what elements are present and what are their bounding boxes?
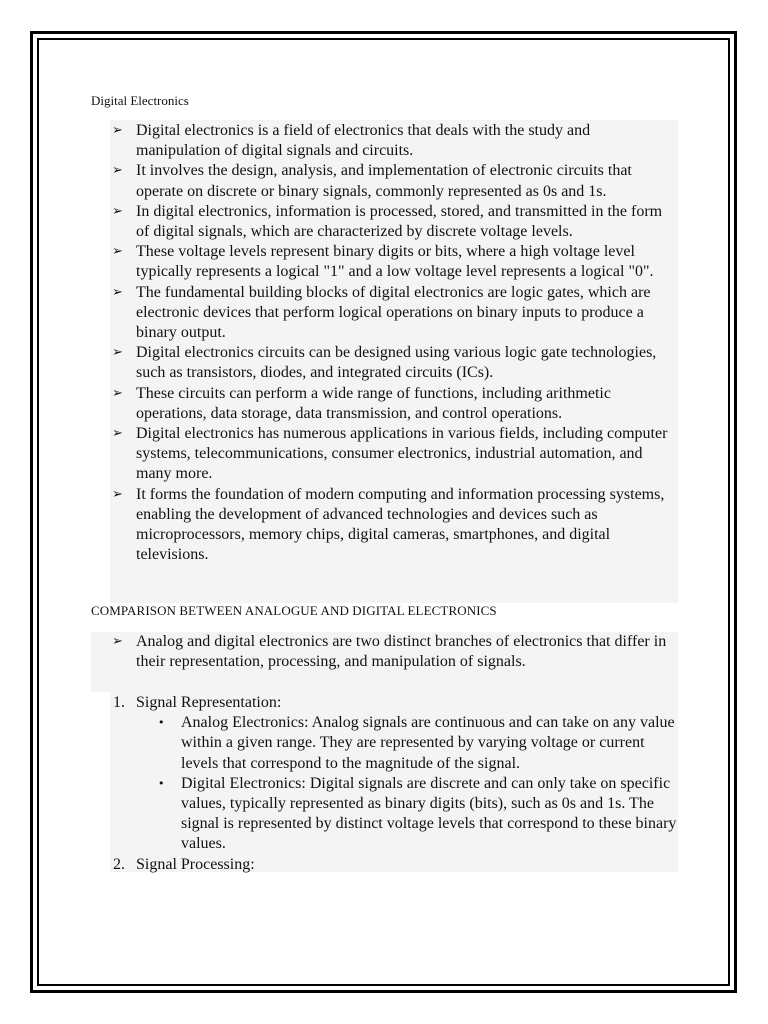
numbered-item xyxy=(110,855,678,875)
arrow-bullet-icon: ➢ xyxy=(112,385,123,401)
list-item xyxy=(110,632,678,672)
numbered-item-title: Signal Representation: xyxy=(136,694,282,711)
section-heading-comparison: COMPARISON BETWEEN ANALOGUE AND DIGITAL ELECTRONICS xyxy=(91,603,497,618)
list-item xyxy=(110,343,678,383)
item-number: 1. xyxy=(113,694,125,711)
list-item-text: Digital electronics circuits can be designed using various logic gate technologies, such as transistors, diodes, and integrated circuits (ICs). xyxy=(136,344,657,382)
list-item xyxy=(110,161,678,201)
list-item-text: These circuits can perform a wide range of functions, including arithmetic operations, data storage, data transmission, and control operations. xyxy=(136,384,611,422)
list-item xyxy=(110,485,678,566)
section-heading-digital-electronics: Digital Electronics xyxy=(91,93,189,108)
item-number: 2. xyxy=(113,855,125,873)
arrow-bullet-icon: ➢ xyxy=(112,426,123,442)
numbered-item-title: Signal Processing: xyxy=(136,855,255,873)
list-item xyxy=(110,384,678,424)
arrow-bullet-icon: ➢ xyxy=(112,163,123,179)
list-item xyxy=(110,424,678,485)
list-item-text: These voltage levels represent binary digits or bits, where a high voltage level typically represents a logical "1" and a low voltage level represents a logical "0". xyxy=(136,243,654,281)
bullet-dot-icon: • xyxy=(158,776,165,790)
arrow-bullet-icon: ➢ xyxy=(112,123,123,138)
arrow-bullet-icon: ➢ xyxy=(112,203,123,219)
sub-bullet-list xyxy=(136,713,678,854)
intro-bullet-list xyxy=(110,121,678,565)
comparison-bullet-list xyxy=(110,632,678,672)
list-item-text: It forms the foundation of modern computing and information processing systems, enabling the development of advanced technologies and devices such as microprocessors, memory chips, digital cameras, smartphones, and digital televisions. xyxy=(136,485,665,564)
sub-list-item xyxy=(136,774,678,855)
list-item xyxy=(110,283,678,344)
sub-list-item xyxy=(136,713,678,774)
sub-list-item-text: Analog Electronics: Analog signals are continuous and can take on any value within a given range. They are represented by varying voltage or current levels that correspond to the magnitude of the signal. xyxy=(181,714,675,772)
list-item-text: Analog and digital electronics are two distinct branches of electronics that differ in their representation, processing, and manipulation of signals. xyxy=(136,633,667,671)
list-item-text: In digital electronics, information is processed, stored, and transmitted in the form of digital signals, which are characterized by discrete voltage levels. xyxy=(136,202,663,241)
list-item xyxy=(110,242,678,282)
numbered-list xyxy=(110,693,678,875)
numbered-item xyxy=(110,693,678,855)
arrow-bullet-icon: ➢ xyxy=(112,634,123,649)
list-item xyxy=(110,121,678,161)
arrow-bullet-icon: ➢ xyxy=(112,345,123,361)
arrow-bullet-icon: ➢ xyxy=(112,244,123,260)
list-item-text: Digital electronics has numerous applications in various fields, including computer systems, telecommunications, consumer electronics, industrial automation, and many more. xyxy=(136,425,668,483)
list-item-text: It involves the design, analysis, and implementation of electronic circuits that operate on discrete or binary signals, commonly represented as 0s and 1s. xyxy=(136,162,632,200)
arrow-bullet-icon: ➢ xyxy=(112,284,123,300)
bullet-dot-icon: • xyxy=(158,716,165,730)
list-item xyxy=(110,202,678,242)
arrow-bullet-icon: ➢ xyxy=(112,486,123,502)
list-item-text: The fundamental building blocks of digital electronics are logic gates, which are electronic devices that perform logical operations on binary inputs to produce a binary output. xyxy=(136,283,651,342)
sub-list-item-text: Digital Electronics: Digital signals are discrete and can only take on specific values, typically represented as binary digits (bits), such as 0s and 1s. The signal is represented by distinct voltage levels that correspond to these binary values. xyxy=(181,774,677,853)
list-item-text: Digital electronics is a field of electronics that deals with the study and manipulation of digital signals and circuits. xyxy=(136,122,591,160)
